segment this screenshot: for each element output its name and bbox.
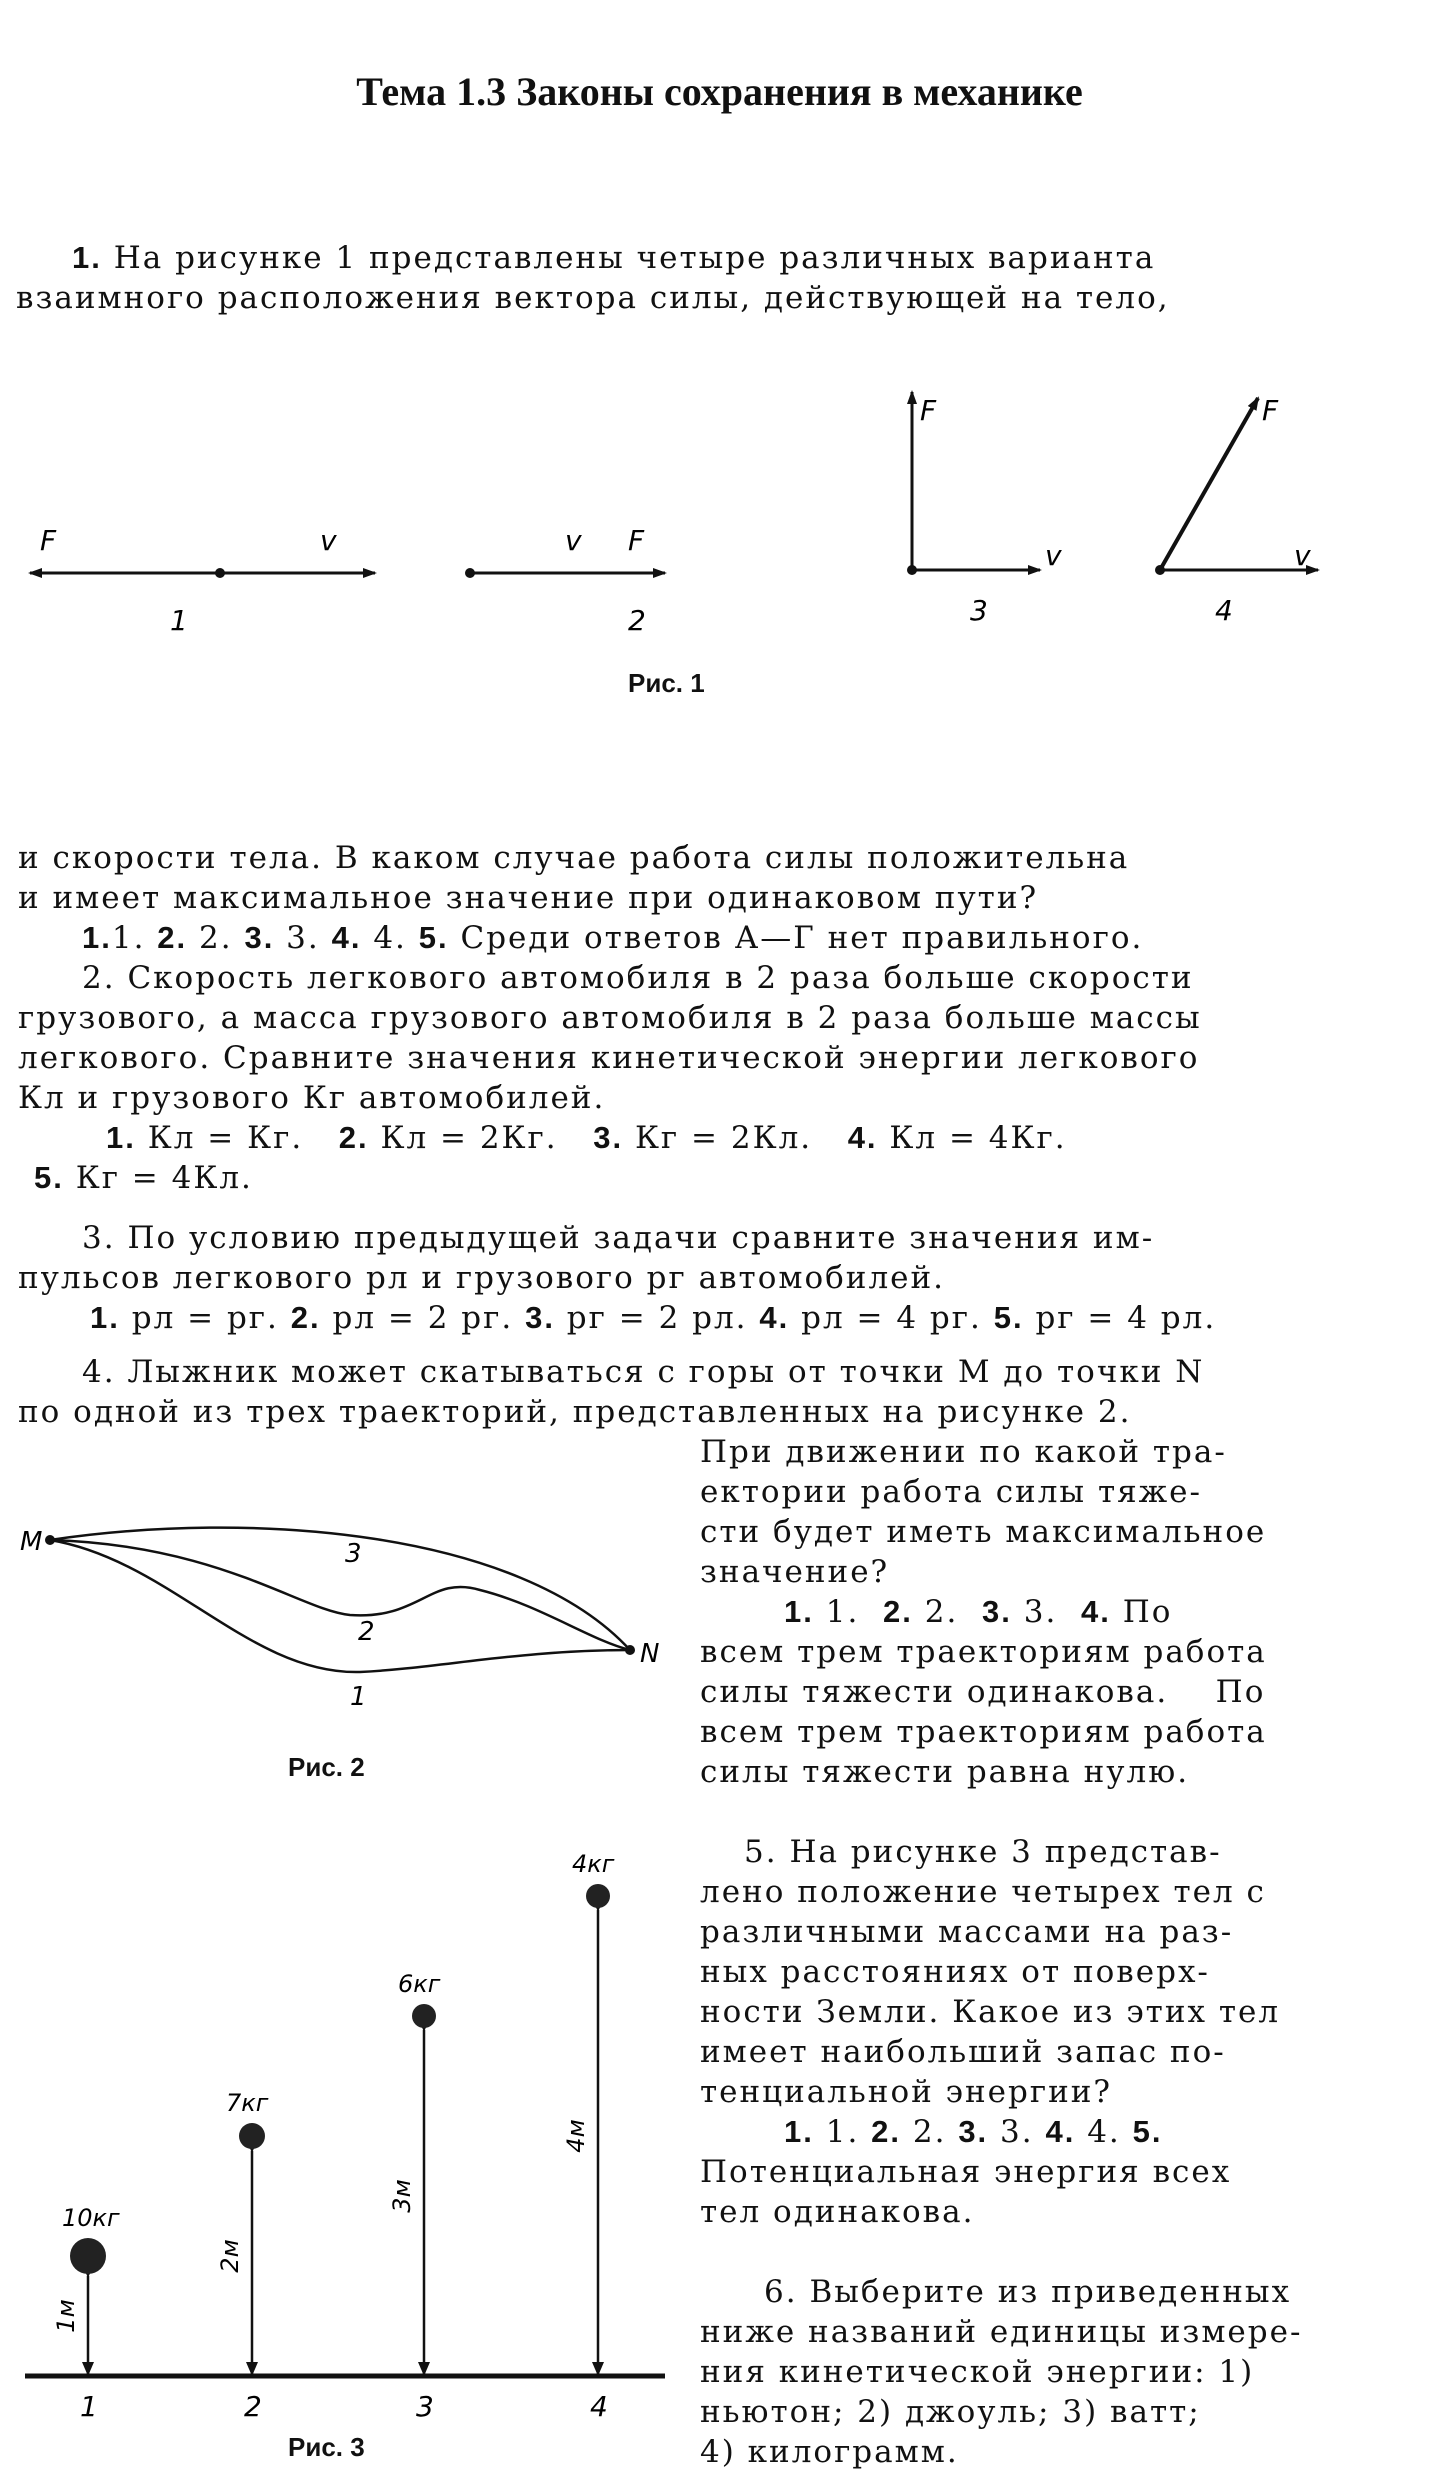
question-2-line3: легкового. Сравните значения кинетической энергии легкового bbox=[18, 1040, 1200, 1076]
fig3-mass-ball-4 bbox=[586, 1884, 610, 1908]
question-4-number: 4. bbox=[82, 1354, 116, 1390]
fig3-height-label-2: 2м bbox=[216, 2239, 244, 2273]
fig2-label-M: M bbox=[20, 1527, 43, 1557]
question-3-options: 1. pл = pг. 2. pл = 2 pг. 3. pг = 2 pл. 4. pл = 4 pг. 5. pг = 4 pл. bbox=[90, 1300, 1217, 1336]
fig1-case-3 bbox=[907, 392, 1062, 627]
fig1-label-1: 1 bbox=[170, 604, 188, 637]
page-title: Тема 1.3 Законы сохранения в механике bbox=[356, 69, 1083, 114]
figure-2 bbox=[0, 1490, 700, 1750]
fig3-position-label-3: 3 bbox=[416, 2390, 434, 2423]
question-5-line1: На рисунке 3 представ- bbox=[789, 1834, 1222, 1870]
fig3-mass-label-4: 4кг bbox=[572, 1850, 615, 1878]
figure-3-caption: Рис. 3 bbox=[288, 2432, 365, 2462]
question-4-intro bbox=[18, 1352, 1338, 1432]
fig3-body-3 bbox=[388, 1970, 441, 2423]
question-5-line3: различными массами на раз- bbox=[700, 1914, 1234, 1950]
question-6-line2: ниже названий единицы измере- bbox=[700, 2314, 1303, 2350]
question-5-number: 5. bbox=[744, 1834, 778, 1870]
fig3-mass-label-2: 7кг bbox=[226, 2089, 269, 2117]
question-1-line4: и имеет максимальное значение при одинаковом пути? bbox=[18, 880, 1039, 916]
fig2-label-2: 2 bbox=[358, 1617, 375, 1647]
question-4-line1: Лыжник может скатываться с горы от точки M до точки N bbox=[127, 1354, 1205, 1390]
fig3-body-4 bbox=[562, 1850, 615, 2423]
question-6-line1: Выберите из приведенных bbox=[809, 2274, 1292, 2310]
fig1-case-4 bbox=[1155, 394, 1318, 627]
fig1-case2-force-label: F bbox=[628, 524, 645, 557]
question-2-line1: Скорость легкового автомобиля в 2 раза больше скорости bbox=[127, 960, 1194, 996]
question-4-line2: по одной из трех траекторий, представленных на рисунке 2. bbox=[18, 1394, 1132, 1430]
question-3-line2: пульсов легкового pл и грузового pг автомобилей. bbox=[18, 1260, 946, 1296]
fig3-height-label-3: 3м bbox=[388, 2179, 416, 2213]
question-6-line5: 4) килограмм. bbox=[700, 2434, 959, 2470]
question-6-number: 6. bbox=[764, 2274, 798, 2310]
question-5-line2: лено положение четырех тел с bbox=[700, 1874, 1266, 1910]
fig1-label-2: 2 bbox=[628, 604, 646, 637]
question-5-line5: ности Земли. Какое из этих тел bbox=[700, 1994, 1281, 2030]
question-4-options: 1. 1. 2. 2. 3. 3. 4. По bbox=[784, 1594, 1173, 1630]
fig1-case4-velocity-label: v bbox=[1294, 539, 1311, 572]
question-4-line5: сти будет иметь максимальное bbox=[700, 1514, 1267, 1550]
fig1-case3-force-label: F bbox=[920, 394, 937, 427]
fig3-position-label-4: 4 bbox=[590, 2390, 608, 2423]
question-4-body bbox=[700, 1432, 1340, 1792]
figure-1-caption: Рис. 1 bbox=[628, 668, 705, 698]
fig2-label-3: 3 bbox=[345, 1539, 362, 1569]
question-5-line7: тенциальной энергии? bbox=[700, 2074, 1113, 2110]
fig3-height-label-4: 4м bbox=[562, 2119, 590, 2153]
question-2-number: 2. bbox=[82, 960, 116, 996]
question-2-line4: Кл и грузового Кг автомобилей. bbox=[18, 1080, 606, 1116]
question-1-number: 1. bbox=[72, 240, 102, 275]
question-5-line6: имеет наибольший запас по- bbox=[700, 2034, 1226, 2070]
fig1-case2-velocity-label: v bbox=[565, 524, 582, 557]
question-1-intro bbox=[16, 238, 1332, 318]
question-6 bbox=[700, 2272, 1340, 2472]
figure-1 bbox=[0, 370, 1439, 710]
question-1-line1: На рисунке 1 представлены четыре различных варианта bbox=[113, 240, 1156, 276]
fig3-mass-label-3: 6кг bbox=[398, 1970, 441, 1998]
fig3-body-2 bbox=[216, 2089, 269, 2423]
question-4-line6: значение? bbox=[700, 1554, 890, 1590]
trajectory-3 bbox=[50, 1528, 630, 1650]
fig2-label-1: 1 bbox=[350, 1682, 367, 1712]
question-3-number: 3. bbox=[82, 1220, 116, 1256]
question-1-body bbox=[18, 838, 1338, 958]
question-4-line8: всем трем траекториям работа bbox=[700, 1634, 1267, 1670]
question-4-line11: силы тяжести равна нулю. bbox=[700, 1754, 1190, 1790]
question-1-line2: взаимного расположения вектора силы, действующей на тело, bbox=[16, 280, 1170, 316]
fig3-mass-ball-2 bbox=[239, 2123, 265, 2149]
fig2-label-N: N bbox=[640, 1639, 660, 1669]
fig1-label-3: 3 bbox=[970, 594, 988, 627]
trajectory-2 bbox=[50, 1540, 630, 1650]
fig1-case4-force-label: F bbox=[1262, 394, 1279, 427]
fig3-mass-ball-3 bbox=[412, 2004, 436, 2028]
question-4-line9: силы тяжести одинакова. По bbox=[700, 1674, 1266, 1710]
question-1-line3: и скорости тела. В каком случае работа силы положительна bbox=[18, 840, 1130, 876]
question-5-options: 1. 1. 2. 2. 3. 3. 4. 4. 5. bbox=[784, 2114, 1163, 2150]
question-2-option-5: 5. Кг = 4Кл. bbox=[34, 1160, 253, 1196]
question-5-line9: Потенциальная энергия всех bbox=[700, 2154, 1232, 2190]
question-5-line4: ных расстояниях от поверх- bbox=[700, 1954, 1210, 1990]
fig3-height-label-1: 1м bbox=[52, 2299, 80, 2333]
question-4-line3: При движении по какой тра- bbox=[700, 1434, 1227, 1470]
figure-3 bbox=[0, 1790, 700, 2478]
fig3-position-label-2: 2 bbox=[244, 2390, 262, 2423]
fig3-body-1 bbox=[52, 2204, 120, 2423]
fig1-case1-velocity-label: v bbox=[320, 524, 337, 557]
fig3-position-label-1: 1 bbox=[80, 2390, 98, 2423]
fig3-mass-ball-1 bbox=[70, 2238, 106, 2274]
question-1-options: 1.1. 2. 2. 3. 3. 4. 4. 5. Среди ответов А—Г нет правильного. bbox=[82, 920, 1144, 956]
fig3-mass-label-1: 10кг bbox=[62, 2204, 120, 2232]
question-3 bbox=[18, 1218, 1338, 1338]
figure-2-caption: Рис. 2 bbox=[288, 1752, 365, 1782]
question-3-line1: По условию предыдущей задачи сравните значения им- bbox=[127, 1220, 1155, 1256]
question-6-line4: ньютон; 2) джоуль; 3) ватт; bbox=[700, 2394, 1201, 2430]
question-4-line10: всем трем траекториям работа bbox=[700, 1714, 1267, 1750]
question-2-line2: грузового, а масса грузового автомобиля в 2 раза больше массы bbox=[18, 1000, 1202, 1036]
question-4-line4: ектории работа силы тяже- bbox=[700, 1474, 1202, 1510]
fig1-case-2 bbox=[465, 524, 665, 637]
question-5 bbox=[700, 1832, 1340, 2232]
trajectory-1 bbox=[50, 1540, 630, 1672]
fig1-case3-velocity-label: v bbox=[1045, 539, 1062, 572]
question-5-line10: тел одинакова. bbox=[700, 2194, 975, 2230]
question-2-options: 1. Кл = Кг. 2. Кл = 2Кг. 3. Кг = 2Кл. 4. Кл = 4Кг. bbox=[106, 1120, 1067, 1156]
fig1-label-4: 4 bbox=[1215, 594, 1233, 627]
question-6-line3: ния кинетической энергии: 1) bbox=[700, 2354, 1255, 2390]
fig1-case-1 bbox=[30, 524, 375, 637]
fig1-case1-force-label: F bbox=[40, 524, 57, 557]
question-2 bbox=[18, 958, 1338, 1198]
